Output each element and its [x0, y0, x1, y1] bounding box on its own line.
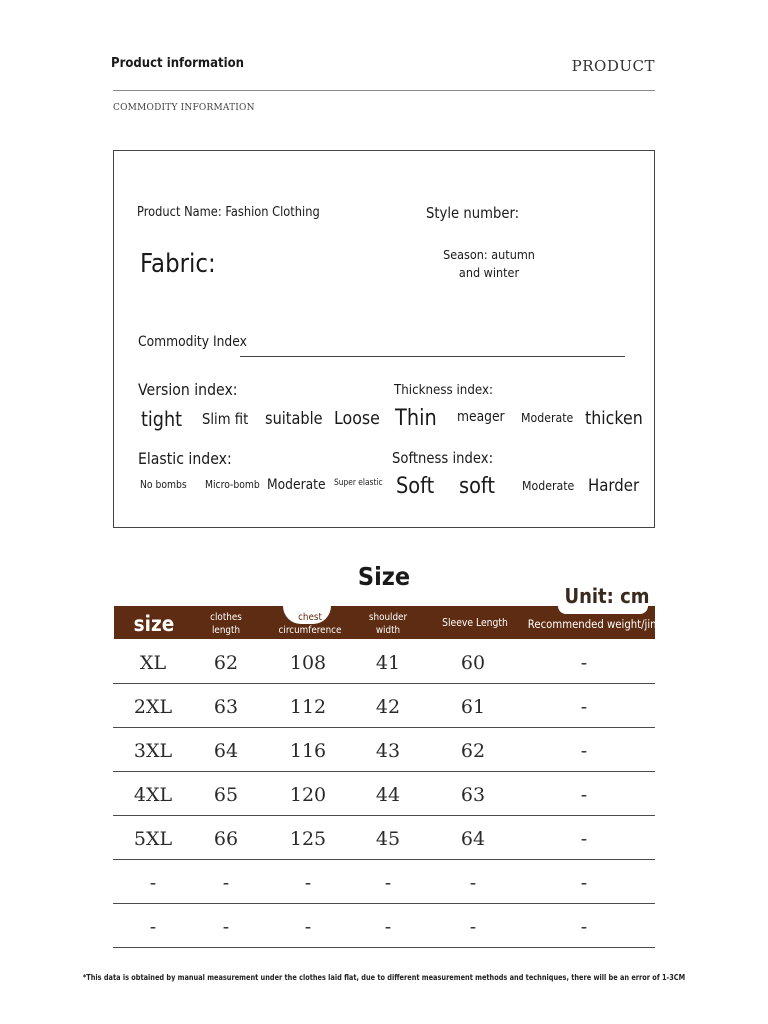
table-cell: 64 [213, 740, 239, 762]
header-shoulder-line2: width [375, 625, 401, 636]
header-clothes-length [197, 611, 255, 637]
header-recommended-weight: Recommended weight/jin [527, 617, 657, 631]
thickness-option: Thin [395, 406, 437, 431]
page-title: Product information [111, 56, 244, 71]
season-label: Season: autumn and winter [443, 247, 535, 280]
fabric-label: Fabric: [140, 249, 216, 279]
table-cell: - [222, 916, 230, 938]
table-cell: - [149, 916, 157, 938]
elastic-option: Moderate [267, 477, 326, 493]
softness-option: Harder [588, 476, 640, 496]
table-cell: - [304, 916, 312, 938]
table-cell: - [149, 872, 157, 894]
table-cell: 120 [289, 784, 327, 806]
table-cell: 66 [213, 828, 239, 850]
table-cell: 108 [289, 652, 327, 674]
table-cell: - [580, 652, 588, 674]
version-option: Loose [334, 408, 380, 429]
softness-option: Moderate [522, 478, 575, 493]
table-cell: XL [139, 652, 167, 674]
softness-index-title: Softness index: [392, 449, 494, 467]
section-subtitle: COMMODITY INFORMATION [113, 103, 255, 113]
table-cell: 2XL [133, 696, 173, 718]
softness-option: soft [459, 474, 495, 499]
version-option: suitable [265, 409, 323, 428]
thickness-option: Moderate [521, 410, 574, 425]
thickness-option: thicken [585, 408, 643, 429]
product-name: Product Name: Fashion Clothing [137, 205, 320, 220]
product-heading: PRODUCT [571, 57, 655, 75]
table-cell: - [580, 872, 588, 894]
table-cell: - [469, 872, 477, 894]
thickness-option: meager [457, 409, 505, 425]
table-cell: 64 [460, 828, 486, 850]
table-cell: 61 [460, 696, 486, 718]
size-table-title: Size [357, 562, 411, 591]
table-cell: 62 [460, 740, 486, 762]
table-cell: 41 [375, 652, 401, 674]
table-cell: 65 [213, 784, 239, 806]
table-cell: 44 [375, 784, 401, 806]
softness-option: Soft [396, 474, 435, 499]
table-cell: - [384, 872, 392, 894]
header-sleeve-length: Sleeve Length [442, 617, 508, 629]
table-cell: 63 [460, 784, 486, 806]
commodity-index-label: Commodity Index [138, 334, 247, 350]
style-number: Style number: [426, 204, 520, 222]
header-chest-circumference [271, 611, 348, 637]
table-cell: 42 [375, 696, 401, 718]
header-clothes-length-line2: length [211, 625, 241, 636]
unit-label: Unit: cm [564, 584, 650, 608]
elastic-option: Super elastic [334, 478, 383, 488]
version-option: tight [141, 407, 183, 431]
header-size: size [133, 612, 175, 636]
table-cell: - [580, 696, 588, 718]
header-chest-line2: circumference [278, 625, 342, 636]
header-chest-line1: chest [298, 612, 322, 623]
table-cell: 43 [375, 740, 401, 762]
table-cell: 4XL [133, 784, 173, 806]
elastic-option: No bombs [140, 479, 187, 491]
table-cell: - [580, 740, 588, 762]
elastic-index-title: Elastic index: [138, 449, 232, 468]
table-cell: - [222, 872, 230, 894]
table-cell: 112 [289, 696, 327, 718]
version-index-title: Version index: [138, 380, 238, 399]
table-cell: 3XL [133, 740, 173, 762]
thickness-index-title: Thickness index: [394, 382, 493, 398]
table-cell: - [580, 916, 588, 938]
table-cell: 60 [460, 652, 486, 674]
table-cell: - [580, 828, 588, 850]
header-clothes-length-line1: clothes [210, 612, 242, 623]
table-cell: 45 [375, 828, 401, 850]
table-cell: 62 [213, 652, 239, 674]
header-shoulder-width [359, 611, 417, 637]
table-cell: 63 [213, 696, 239, 718]
table-cell: - [304, 872, 312, 894]
header-shoulder-line1: shoulder [368, 612, 408, 623]
commodity-index-line [240, 356, 625, 357]
table-cell: - [384, 916, 392, 938]
footnote: *This data is obtained by manual measurement under the clothes laid flat, due to different measurement methods and techniques, there will be an error of 1-3CM [82, 973, 686, 982]
table-cell: 5XL [133, 828, 173, 850]
table-cell: 116 [289, 740, 327, 762]
table-cell: - [469, 916, 477, 938]
header-divider [113, 90, 655, 91]
elastic-option: Micro-bomb [205, 479, 260, 491]
table-cell: 125 [289, 828, 327, 850]
table-cell: - [580, 784, 588, 806]
version-option: Slim fit [202, 410, 249, 428]
